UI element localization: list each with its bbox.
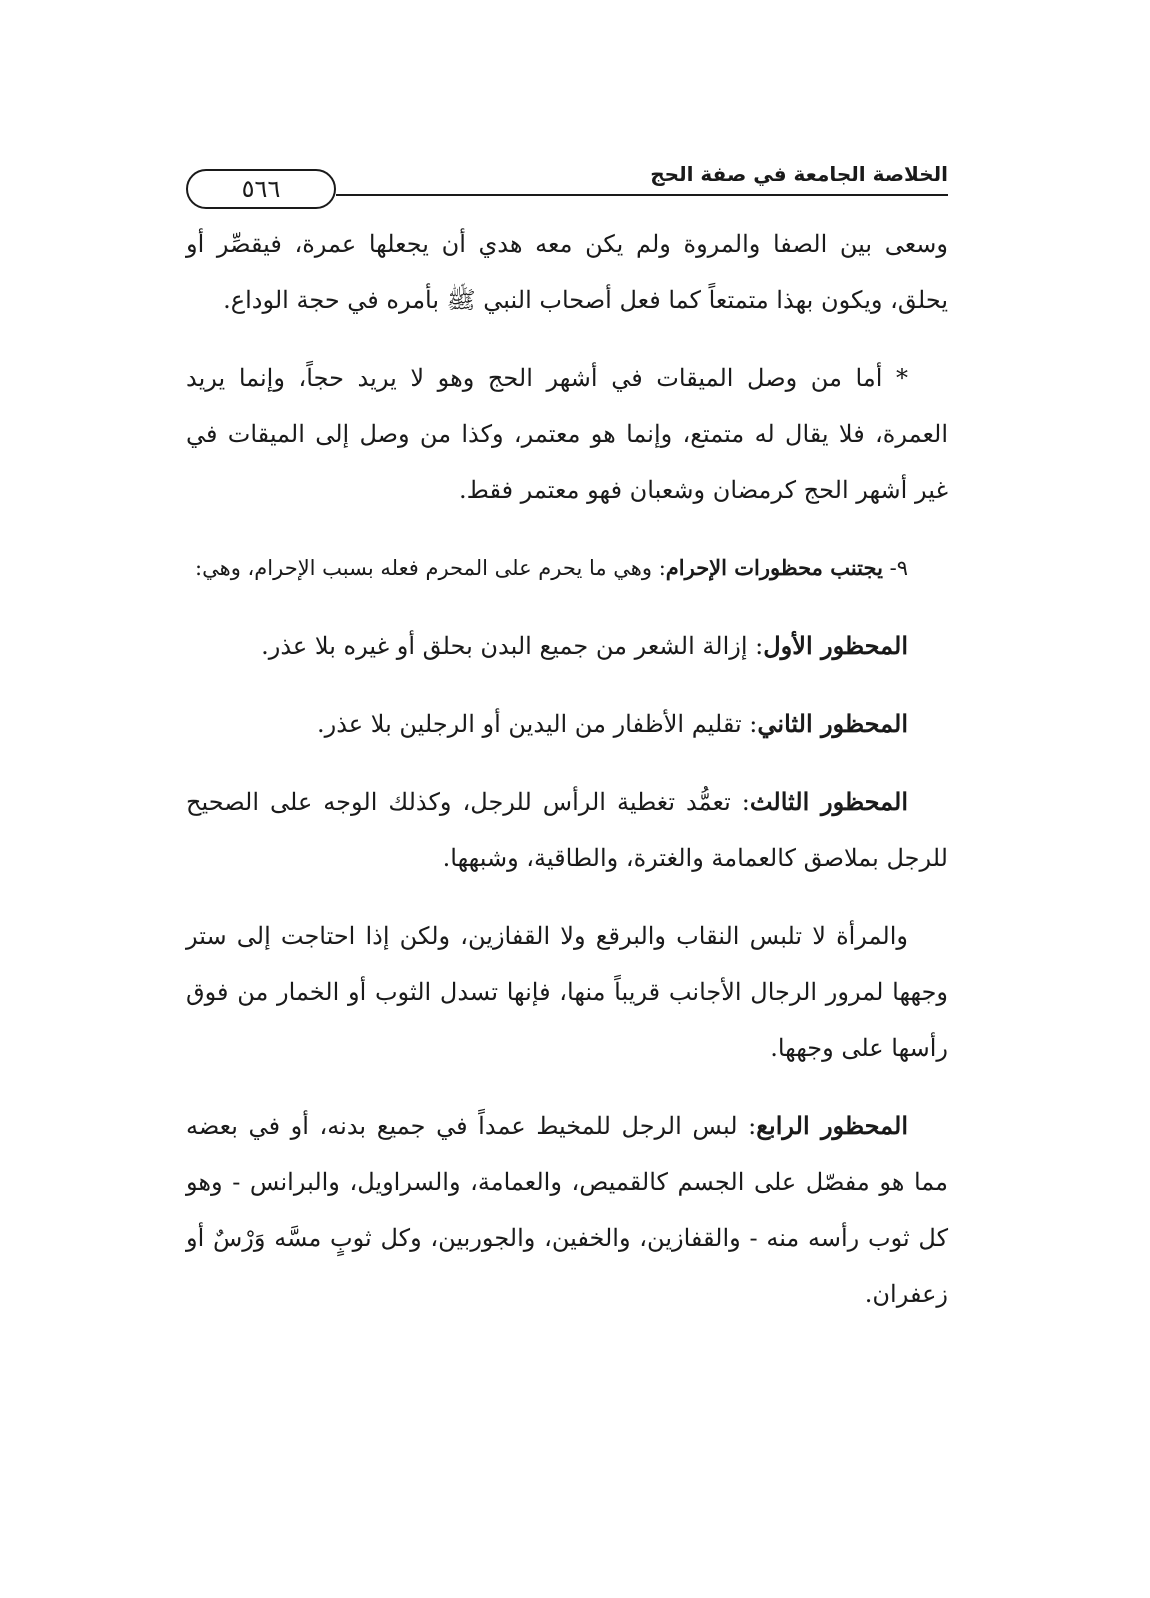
item-number: ٩-: [882, 556, 908, 580]
paragraph-3: [186, 540, 948, 596]
running-title: الخلاصة الجامعة في صفة الحج: [650, 162, 948, 186]
prohibition-term-2: المحظور الثاني: [757, 709, 908, 738]
page-header: [186, 156, 948, 208]
section-term: يجتنب محظورات الإحرام: [665, 555, 883, 580]
prohibition-text-2: : تقليم الأظفار من اليدين أو الرجلين بلا عذر.: [316, 710, 758, 738]
page-body: [186, 216, 948, 1344]
header-rule: [336, 194, 948, 196]
paragraph-4: [186, 618, 948, 674]
paragraph-7: والمرأة لا تلبس النقاب والبرقع ولا القفازين، ولكن إذا احتاجت إلى ستر وجهها لمرور الرجال الأجانب قريباً منها، فإنها تسدل الثوب أو الخمار من فوق رأسها على وجهها.: [186, 922, 948, 1062]
prohibition-term-3: المحظور الثالث: [749, 787, 909, 816]
page-number: ٥٦٦: [186, 169, 336, 209]
paragraph-1: وسعى بين الصفا والمروة ولم يكن معه هدي أن يجعلها عمرة، فيقصِّر أو يحلق، ويكون بهذا متمتعاً كما فعل أصحاب النبي ﷺ بأمره في حجة الوداع.: [186, 230, 948, 314]
prohibition-text-3: : تعمُّد تغطية الرأس للرجل، وكذلك الوجه على الصحيح للرجل بملاصق كالعمامة والغترة، والطاقية، وشبهها.: [186, 788, 948, 872]
section-text: : وهي ما يحرم على المحرم فعله بسبب الإحرام، وهي:: [195, 556, 666, 580]
paragraph-6: [186, 774, 948, 886]
paragraph-2: * أما من وصل الميقات في أشهر الحج وهو لا يريد حجاً، وإنما يريد العمرة، فلا يقال له متمتع، وإنما هو معتمر، وكذا من وصل إلى الميقات في غير أشهر الحج كرمضان وشعبان فهو معتمر فقط.: [186, 364, 948, 504]
prohibition-text-1: : إزالة الشعر من جميع البدن بحلق أو غيره بلا عذر.: [261, 632, 764, 660]
prohibition-term-1: المحظور الأول: [763, 631, 908, 660]
prohibition-text-4: : لبس الرجل للمخيط عمداً في جميع بدنه، أو في بعضه مما هو مفصّل على الجسم كالقميص، والعمامة، والسراويل، والبرانس - وهو كل ثوب رأسه منه - والقفازين، والخفين، والجوربين، وكل ثوبٍ مسَّه وَرْسٌ أو زعفران.: [186, 1112, 948, 1308]
paragraph-5: [186, 696, 948, 752]
paragraph-8: [186, 1098, 948, 1322]
prohibition-term-4: المحظور الرابع: [756, 1111, 908, 1140]
